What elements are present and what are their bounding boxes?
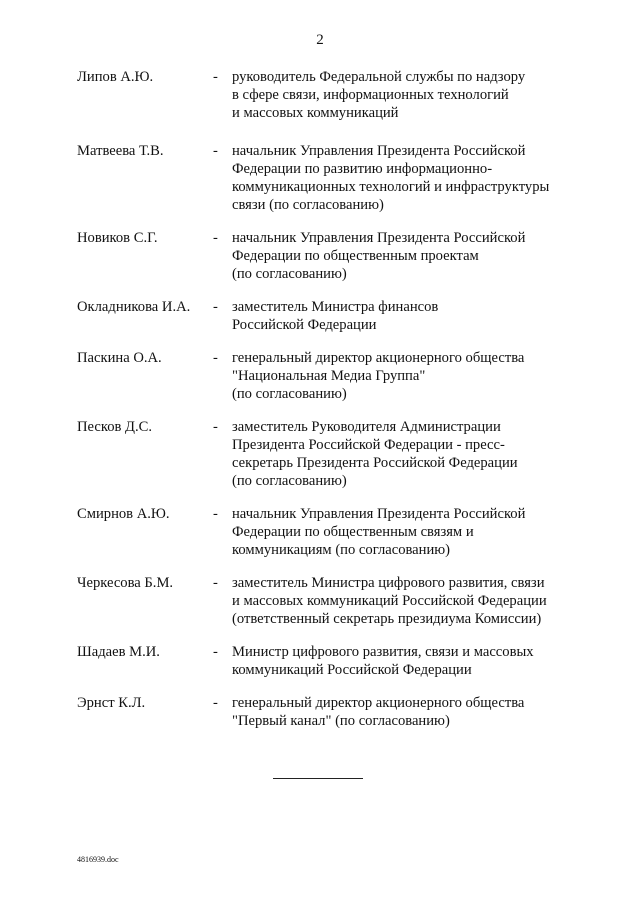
member-dash: - xyxy=(213,299,218,315)
members-list xyxy=(77,68,577,730)
page-number: 2 xyxy=(316,32,324,48)
member-position: руководитель Федеральной службы по надзору в сфере связи, информационных технологий и массовых коммуникаций xyxy=(232,69,526,121)
member-name: Песков Д.С. xyxy=(77,419,153,435)
member-name: Матвеева Т.В. xyxy=(77,143,164,159)
member-row xyxy=(77,643,577,679)
member-row xyxy=(77,505,577,559)
member-position: заместитель Министра финансов Российской Федерации xyxy=(232,299,439,333)
member-name: Липов А.Ю. xyxy=(77,69,154,85)
member-row xyxy=(77,142,577,214)
member-dash: - xyxy=(213,69,218,85)
member-position: заместитель Министра цифрового развития, связи и массовых коммуникаций Российской Федерации (ответственный секретарь президиума Комиссии) xyxy=(232,575,547,627)
member-position: генеральный директор акционерного общества "Национальная Медиа Группа" (по согласованию) xyxy=(232,350,525,402)
member-dash: - xyxy=(213,575,218,591)
member-name: Шадаев М.И. xyxy=(77,644,160,660)
member-dash: - xyxy=(213,506,218,522)
end-divider-line xyxy=(273,778,363,779)
member-position: генеральный директор акционерного общества "Первый канал" (по согласованию) xyxy=(232,695,525,729)
member-dash: - xyxy=(213,350,218,366)
member-name: Паскина О.А. xyxy=(77,350,162,366)
member-dash: - xyxy=(213,230,218,246)
member-dash: - xyxy=(213,644,218,660)
member-position: заместитель Руководителя Администрации Президента Российской Федерации - пресс- секретарь Президента Российской Федерации (по согласованию) xyxy=(232,419,518,489)
member-row xyxy=(77,349,577,403)
member-row xyxy=(77,418,577,490)
document-reference: 4816939.doc xyxy=(77,855,119,864)
member-name: Окладникова И.А. xyxy=(77,299,191,315)
member-row xyxy=(77,229,577,283)
member-row xyxy=(77,68,577,122)
member-position: начальник Управления Президента Российской Федерации по общественным связям и коммуникациям (по согласованию) xyxy=(232,506,526,558)
member-name: Новиков С.Г. xyxy=(77,230,158,246)
member-row xyxy=(77,298,577,334)
member-row xyxy=(77,574,577,628)
member-position: Министр цифрового развития, связи и массовых коммуникаций Российской Федерации xyxy=(232,644,534,678)
member-row xyxy=(77,694,577,730)
member-dash: - xyxy=(213,143,218,159)
member-name: Черкесова Б.М. xyxy=(77,575,174,591)
member-name: Смирнов А.Ю. xyxy=(77,506,170,522)
member-name: Эрнст К.Л. xyxy=(77,695,146,711)
member-dash: - xyxy=(213,695,218,711)
member-dash: - xyxy=(213,419,218,435)
member-position: начальник Управления Президента Российской Федерации по развитию информационно- коммуникационных технологий и инфраструктуры связи (по согласованию) xyxy=(232,143,550,213)
member-position: начальник Управления Президента Российской Федерации по общественным проектам (по согласованию) xyxy=(232,230,526,282)
